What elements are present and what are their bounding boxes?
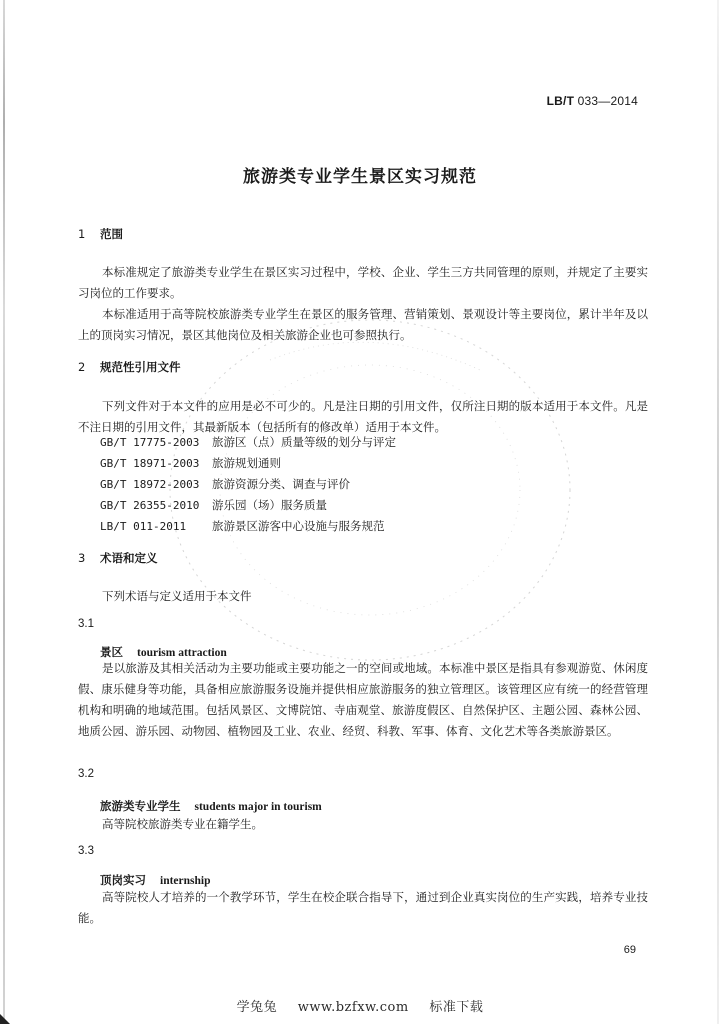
reference-title: 旅游区（点）质量等级的划分与评定 (212, 435, 396, 449)
references-intro: 下列文件对于本文件的应用是必不可少的。凡是注日期的引用文件，仅所注日期的版本适用于本文件。凡是不注日期的引用文件，其最新版本（包括所有的修改单）适用于本文件。 (78, 399, 648, 434)
standard-prefix: LB/T (546, 94, 575, 108)
terms-intro: 下列术语与定义适用于本文件 (102, 589, 252, 603)
reference-item (100, 516, 396, 537)
term-heading (100, 872, 211, 888)
reference-item (100, 453, 396, 474)
standard-number: 033—2014 (577, 94, 638, 108)
page-number: 69 (623, 944, 636, 956)
section-heading-scope (78, 226, 123, 242)
term-definition: 高等院校人才培养的一个教学环节，学生在校企联合指导下，通过到企业真实岗位的生产实践，培养专业技能。 (78, 890, 648, 925)
footer-url[interactable]: www.bzfxw.com (297, 1000, 409, 1015)
term-english: internship (160, 875, 211, 887)
document-title: 旅游类专业学生景区实习规范 (243, 167, 477, 187)
scope-paragraph-2: 本标准适用于高等院校旅游类专业学生在景区的服务管理、营销策划、景观设计等主要岗位，累计半年及以上的顶岗实习情况，景区其他岗位及相关旅游企业也可参照执行。 (78, 307, 648, 342)
section-title: 规范性引用文件 (100, 360, 181, 374)
reference-title: 旅游资源分类、调查与评价 (212, 477, 350, 491)
reference-item (100, 495, 396, 516)
footer-site-name: 学兔兔 (236, 1000, 278, 1015)
reference-code: GB/T 17775-2003 (100, 436, 200, 449)
section-heading-references (78, 359, 181, 375)
reference-item (100, 474, 396, 495)
section-title: 术语和定义 (100, 551, 158, 565)
reference-title: 旅游景区游客中心设施与服务规范 (212, 519, 385, 533)
clause-number: 3.3 (78, 845, 94, 857)
section-heading-terms (78, 550, 158, 566)
term-english: tourism attraction (137, 647, 227, 659)
section-title: 范围 (100, 227, 123, 241)
clause-number: 3.2 (78, 768, 94, 780)
standard-code (547, 94, 638, 108)
footer-slogan: 标准下载 (429, 1000, 484, 1015)
scan-corner-mark (0, 1014, 10, 1024)
term-definition: 高等院校旅游类专业在籍学生。 (102, 817, 263, 831)
scope-paragraph-1: 本标准规定了旅游类专业学生在景区实习过程中，学校、企业、学生三方共同管理的原则，并规定了主要实习岗位的工作要求。 (78, 265, 648, 300)
term-heading (100, 798, 322, 814)
reference-list (100, 432, 396, 537)
scan-edge-left (3, 0, 5, 1024)
reference-code: GB/T 18972-2003 (100, 478, 200, 491)
section-number: 2 (78, 360, 86, 374)
clause-number: 3.1 (78, 618, 94, 630)
reference-title: 旅游规划通则 (212, 456, 281, 470)
site-footer (0, 996, 720, 1015)
reference-code: LB/T 011-2011 (100, 520, 187, 533)
scan-edge-right (717, 0, 719, 1024)
term-chinese: 旅游类专业学生 (100, 799, 181, 813)
section-number: 3 (78, 551, 86, 565)
reference-code: GB/T 18971-2003 (100, 457, 200, 470)
reference-item (100, 432, 396, 453)
term-chinese: 景区 (100, 645, 123, 659)
term-chinese: 顶岗实习 (100, 873, 146, 887)
term-english: students major in tourism (194, 801, 322, 813)
reference-title: 游乐园（场）服务质量 (212, 498, 327, 512)
reference-code: GB/T 26355-2010 (100, 499, 200, 512)
section-number: 1 (78, 227, 86, 241)
term-definition: 是以旅游及其相关活动为主要功能或主要功能之一的空间或地域。本标准中景区是指具有参观游览、休闲度假、康乐健身等功能，具备相应旅游服务设施并提供相应旅游服务的独立管理区。该管理区应有统一的经营管理机构和明确的地域范围。包括风景区、文博院馆、寺庙观堂、旅游度假区、自然保护区、主题公园、森林公园、地质公园、游乐园、动物园、植物园及工业、农业、经贸、科教、军事、体育、文化艺术等各类旅游景区。 (78, 661, 648, 738)
